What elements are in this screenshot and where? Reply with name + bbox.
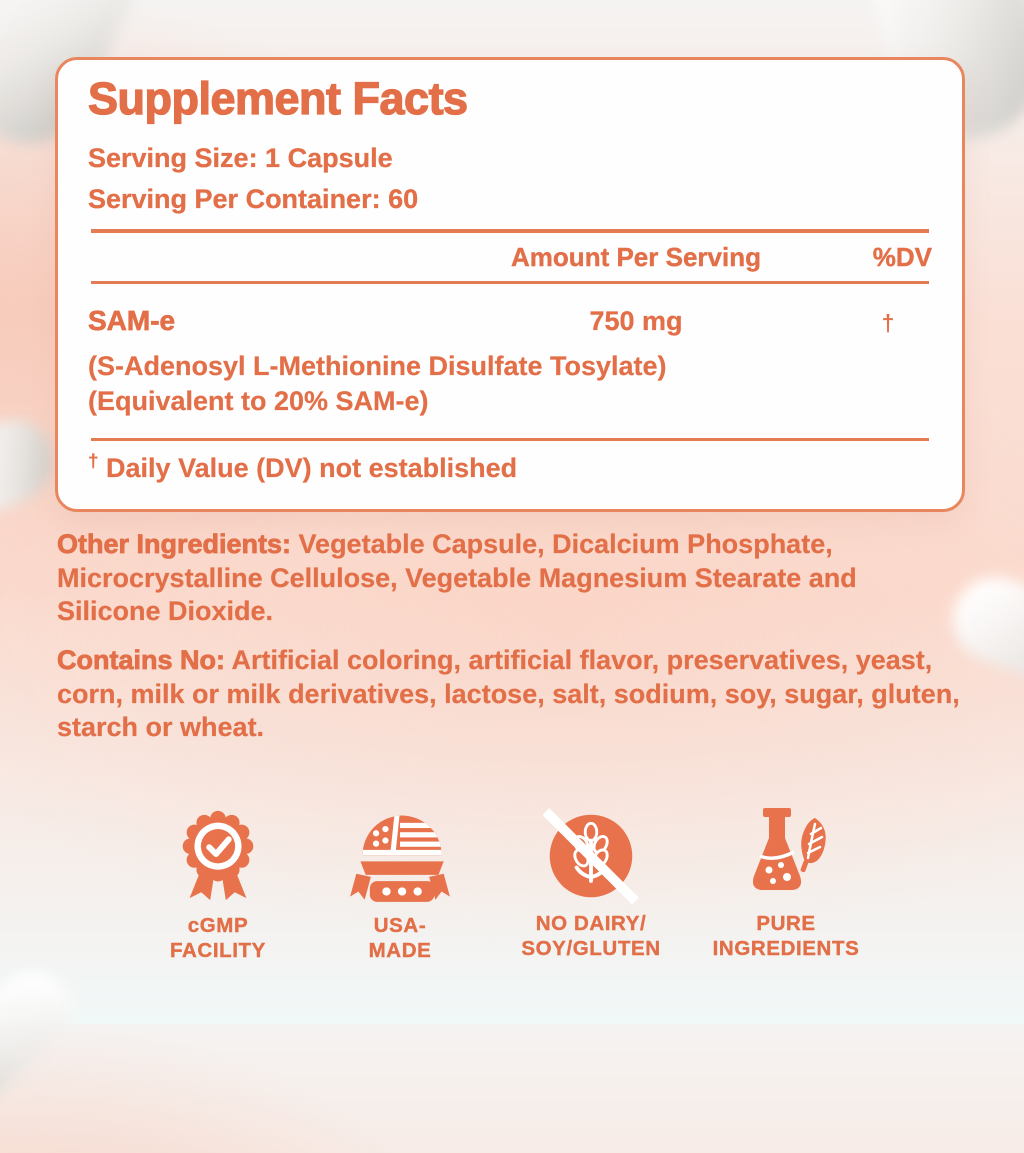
- divider-header: [91, 281, 929, 284]
- dv-footnote: [88, 452, 932, 485]
- badge-usa-made: [305, 800, 495, 963]
- badge-label: [691, 911, 881, 961]
- contains-no-label: Contains No:: [57, 645, 225, 675]
- badge-pure-ingredients: [691, 804, 881, 961]
- usa-capitol-flag-icon: [348, 800, 452, 906]
- ingredient-detail-line-1: (S-Adenosyl L-Methionine Disulfate Tosylate): [88, 351, 667, 381]
- other-ingredients-label: Other Ingredients:: [57, 529, 292, 559]
- background-capsule-bottom-left: [0, 957, 86, 1153]
- ingredient-row: [88, 304, 932, 340]
- other-ingredients-paragraph: [57, 528, 965, 629]
- no-grain-crossed-icon: [543, 808, 639, 904]
- ingredient-details: [88, 349, 932, 419]
- feature-badges-row: [0, 800, 1024, 980]
- table-header-row: [88, 242, 932, 272]
- ingredient-detail-line-2: (Equivalent to 20% SAM-e): [88, 386, 429, 416]
- divider-footnote: [91, 438, 929, 441]
- badge-label-line2: MADE: [368, 939, 432, 962]
- badge-no-dairy-soy-gluten: [496, 808, 686, 961]
- dv-footnote-text: Daily Value (DV) not established: [106, 453, 518, 483]
- ingredient-dv-dagger: †: [881, 310, 895, 336]
- badge-label: [305, 913, 495, 963]
- ingredient-name: SAM-e: [88, 305, 176, 336]
- other-ingredients-text: Vegetable Capsule, Dicalcium Phosphate, Microcrystalline Cellulose, Vegetable Magnesium Stearate and Silicone Dioxide.: [57, 529, 857, 626]
- badge-label-line1: NO DAIRY/: [535, 912, 647, 935]
- award-ribbon-icon: [169, 806, 267, 906]
- badge-label-line1: PURE: [756, 912, 816, 935]
- supplement-facts-panel: [55, 57, 965, 512]
- badge-cgmp-facility: [123, 806, 313, 963]
- serving-size: Serving Size: 1 Capsule: [88, 143, 393, 173]
- badge-label-line2: INGREDIENTS: [712, 937, 860, 960]
- badge-label-line2: FACILITY: [170, 939, 266, 962]
- divider-thick: [91, 229, 929, 233]
- badge-label: [496, 911, 686, 961]
- badge-label-line2: SOY/GLUTEN: [521, 937, 661, 960]
- header-percent-dv: %DV: [872, 242, 932, 272]
- badge-label-line1: USA-: [373, 914, 427, 937]
- panel-title: Supplement Facts: [88, 73, 468, 124]
- servings-per-container: Serving Per Container: 60: [88, 184, 419, 214]
- badge-label-line1: cGMP: [187, 914, 249, 937]
- ingredient-amount: 750 mg: [589, 306, 683, 336]
- dagger-symbol: †: [88, 451, 99, 472]
- contains-no-text: Artificial coloring, artificial flavor, preservatives, yeast, corn, milk or milk derivatives, lactose, salt, sodium, soy, sugar, gluten, starch or wheat.: [57, 645, 960, 742]
- flask-leaf-icon: [736, 804, 836, 904]
- badge-label: [123, 913, 313, 963]
- contains-no-paragraph: [57, 644, 965, 745]
- header-amount-per-serving: Amount Per Serving: [511, 242, 761, 272]
